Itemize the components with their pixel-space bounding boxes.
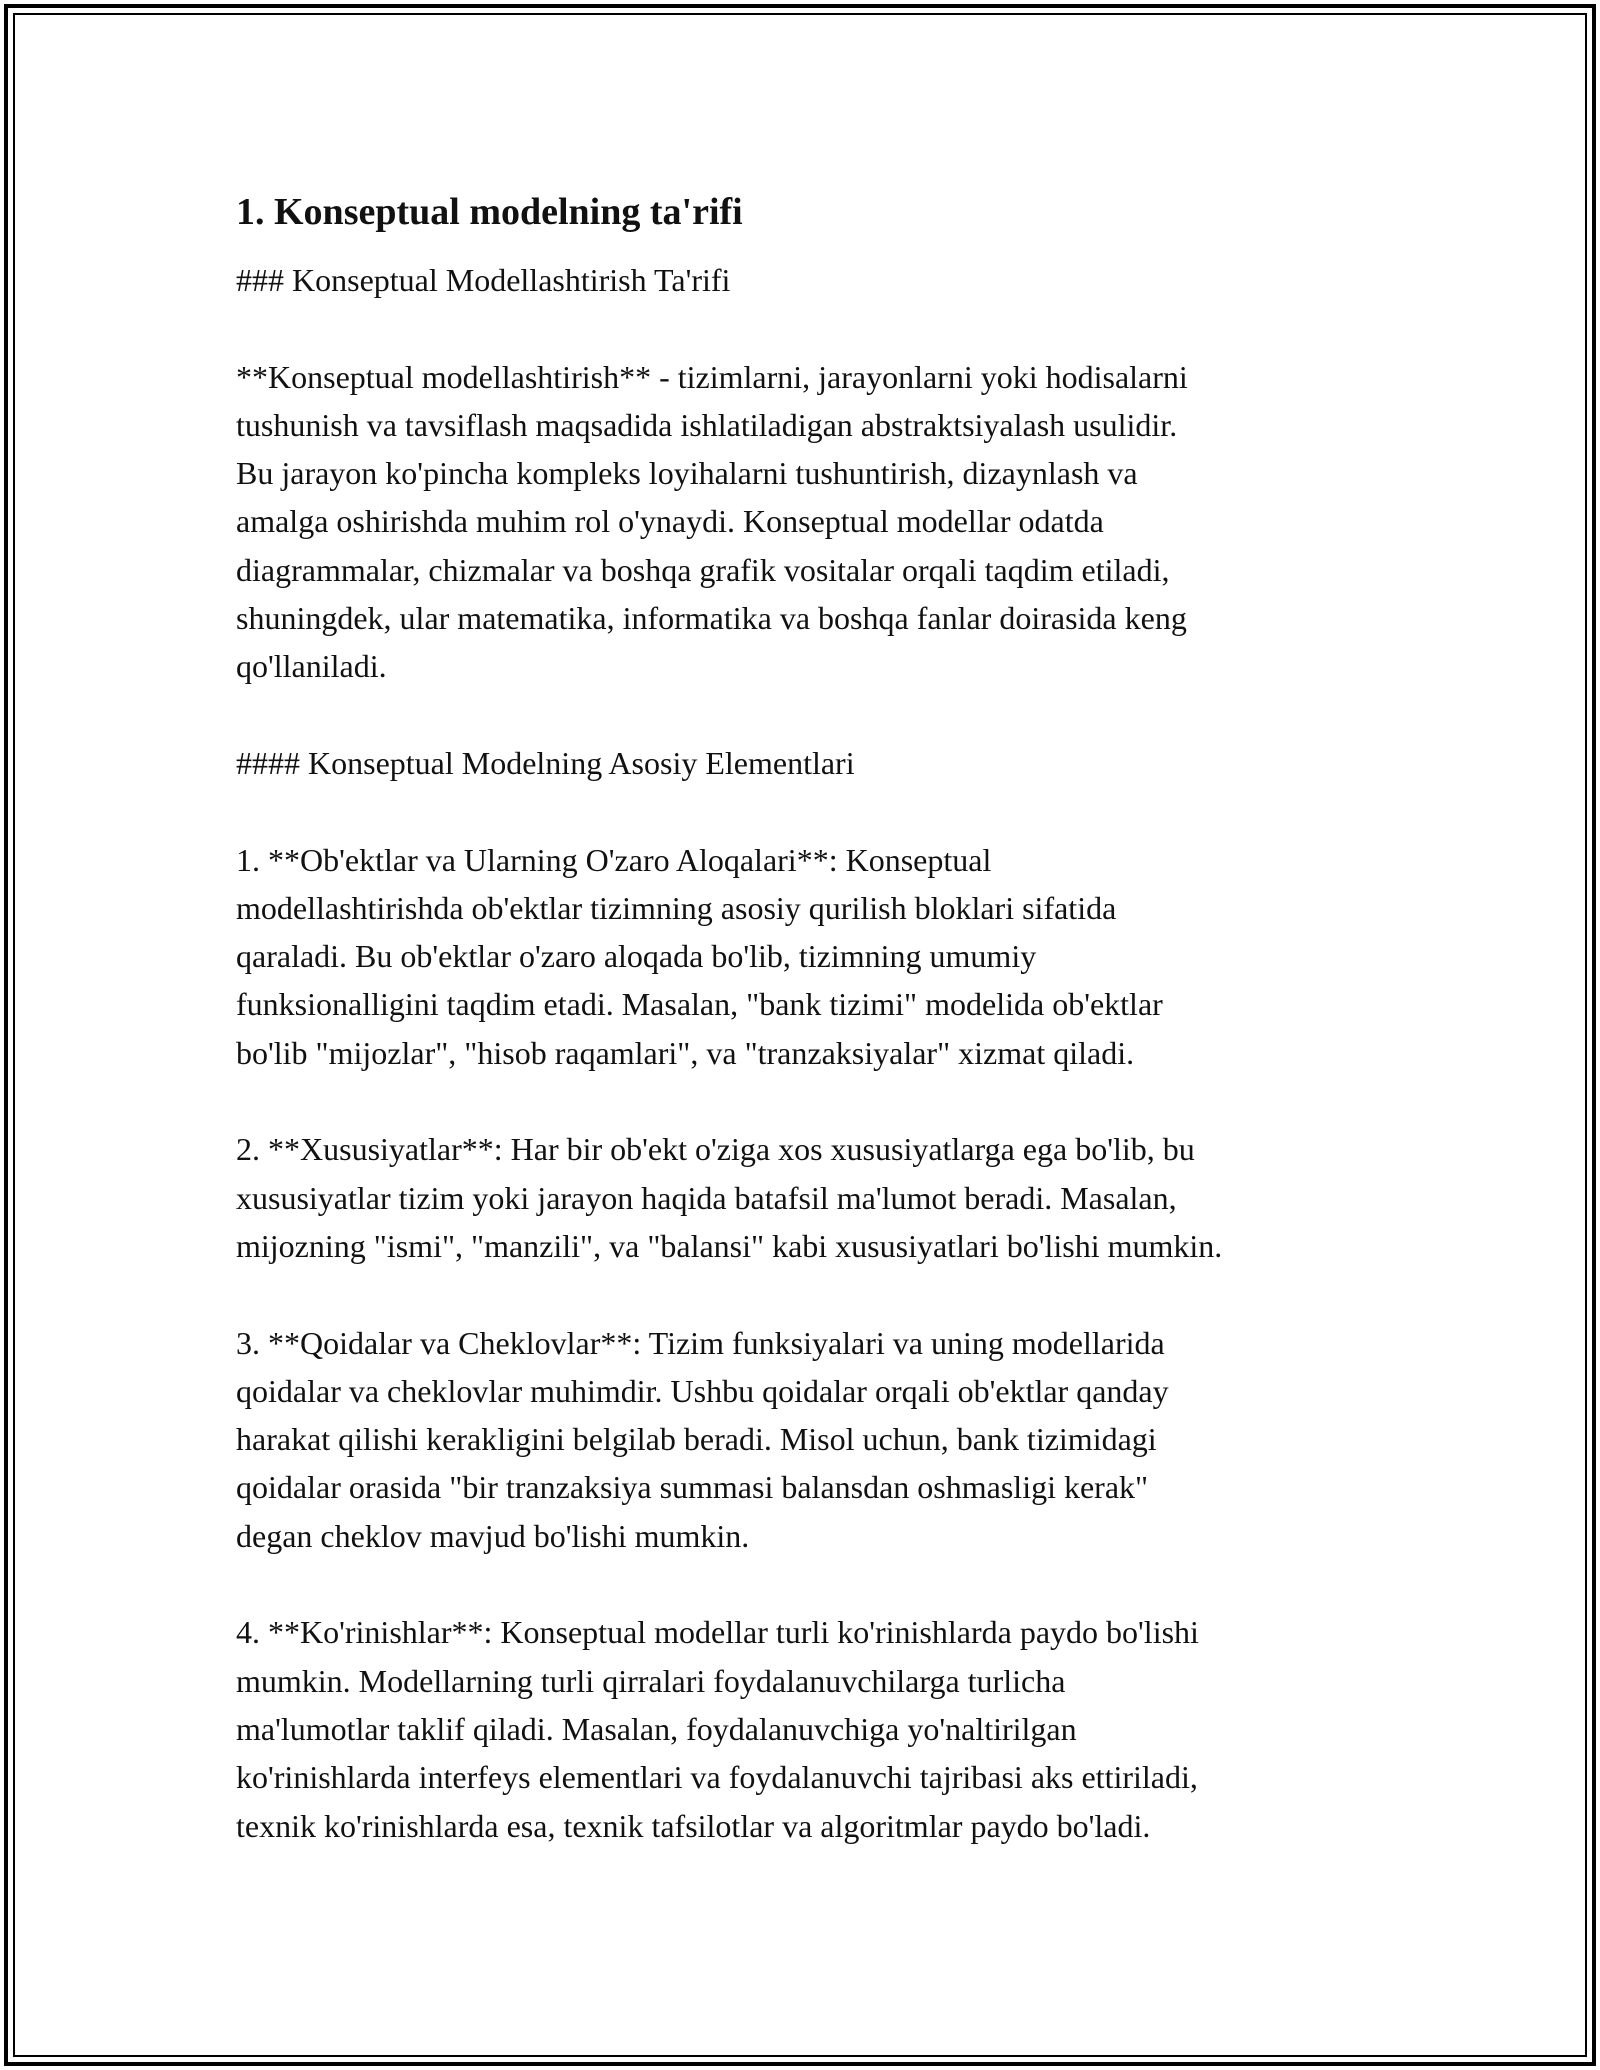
text-line: funksionalligini taqdim etadi. Masalan, "bank tizimi" modelida ob'ektlar — [236, 986, 1163, 1023]
text-line: degan cheklov mavjud bo'lishi mumkin. — [236, 1517, 750, 1554]
subheading-elements: #### Konseptual Modelning Asosiy Elementlari — [236, 744, 855, 781]
paragraph-gap — [236, 691, 1386, 739]
paragraph-gap — [236, 787, 1386, 835]
text-line: 2. **Xususiyatlar**: Har bir ob'ekt o'ziga xos xususiyatlarga ega bo'lib, bu — [236, 1131, 1195, 1168]
text-line: xususiyatlar tizim yoki jarayon haqida batafsil ma'lumot beradi. Masalan, — [236, 1179, 1177, 1216]
document-title: 1. Konseptual modelning ta'rifi — [236, 191, 743, 233]
paragraph-gap — [236, 1560, 1386, 1608]
text-line: Bu jarayon ko'pincha kompleks loyihalarni tushuntirish, dizaynlash va — [236, 455, 1138, 492]
text-line: ma'lumotlar taklif qiladi. Masalan, foydalanuvchiga yo'naltirilgan — [236, 1710, 1077, 1747]
text-line: texnik ko'rinishlarda esa, texnik tafsilotlar va algoritmlar paydo bo'ladi. — [236, 1807, 1151, 1844]
list-item-rules — [236, 1319, 1386, 1560]
text-line: diagrammalar, chizmalar va boshqa grafik vositalar orqali taqdim etiladi, — [236, 551, 1170, 588]
text-line: qaraladi. Bu ob'ektlar o'zaro aloqada bo'lib, tizimning umumiy — [236, 938, 1037, 975]
text-line: shuningdek, ular matematika, informatika va boshqa fanlar doirasida keng — [236, 600, 1187, 637]
text-line: qoidalar va cheklovlar muhimdir. Ushbu qoidalar orqali ob'ektlar qanday — [236, 1372, 1169, 1409]
text-line: qoidalar orasida "bir tranzaksiya summasi balansdan oshmasligi kerak" — [236, 1469, 1149, 1506]
list-item-properties — [236, 1125, 1386, 1270]
text-line: qo'llaniladi. — [236, 648, 387, 685]
list-item-objects — [236, 836, 1386, 1077]
text-line: mijozning "ismi", "manzili", va "balansi" kabi xususiyatlari bo'lishi mumkin. — [236, 1227, 1223, 1264]
text-line: 4. **Ko'rinishlar**: Konseptual modellar turli ko'rinishlarda paydo bo'lishi — [236, 1614, 1199, 1651]
paragraph-gap — [236, 1270, 1386, 1318]
paragraph-gap — [236, 1077, 1386, 1125]
subheading-definition: ### Konseptual Modellashtirish Ta'rifi — [236, 262, 731, 298]
text-line: modellashtirishda ob'ektlar tizimning asosiy qurilish bloklari sifatida — [236, 889, 1117, 926]
text-line: 1. **Ob'ektlar va Ularning O'zaro Aloqalari**: Konseptual — [236, 841, 992, 878]
list-item-views — [236, 1608, 1386, 1849]
text-line: tushunish va tavsiflash maqsadida ishlatiladigan abstraktsiyalash usulidir. — [236, 406, 1178, 443]
document-body — [236, 186, 1386, 1850]
text-line: **Konseptual modellashtirish** - tizimlarni, jarayonlarni yoki hodisalarni — [236, 358, 1188, 395]
text-line: bo'lib "mijozlar", "hisob raqamlari", va "tranzaksiyalar" xizmat qiladi. — [236, 1034, 1135, 1071]
paragraph-gap — [236, 304, 1386, 352]
intro-paragraph — [236, 353, 1386, 691]
text-line: ko'rinishlarda interfeys elementlari va foydalanuvchi tajribasi aks ettiriladi, — [236, 1759, 1198, 1796]
text-line: mumkin. Modellarning turli qirralari foydalanuvchilarga turlicha — [236, 1662, 1066, 1699]
text-line: 3. **Qoidalar va Cheklovlar**: Tizim funksiyalari va uning modellarida — [236, 1324, 1165, 1361]
text-line: harakat qilishi kerakligini belgilab beradi. Misol uchun, bank tizimidagi — [236, 1421, 1157, 1458]
text-line: amalga oshirishda muhim rol o'ynaydi. Konseptual modellar odatda — [236, 503, 1104, 540]
